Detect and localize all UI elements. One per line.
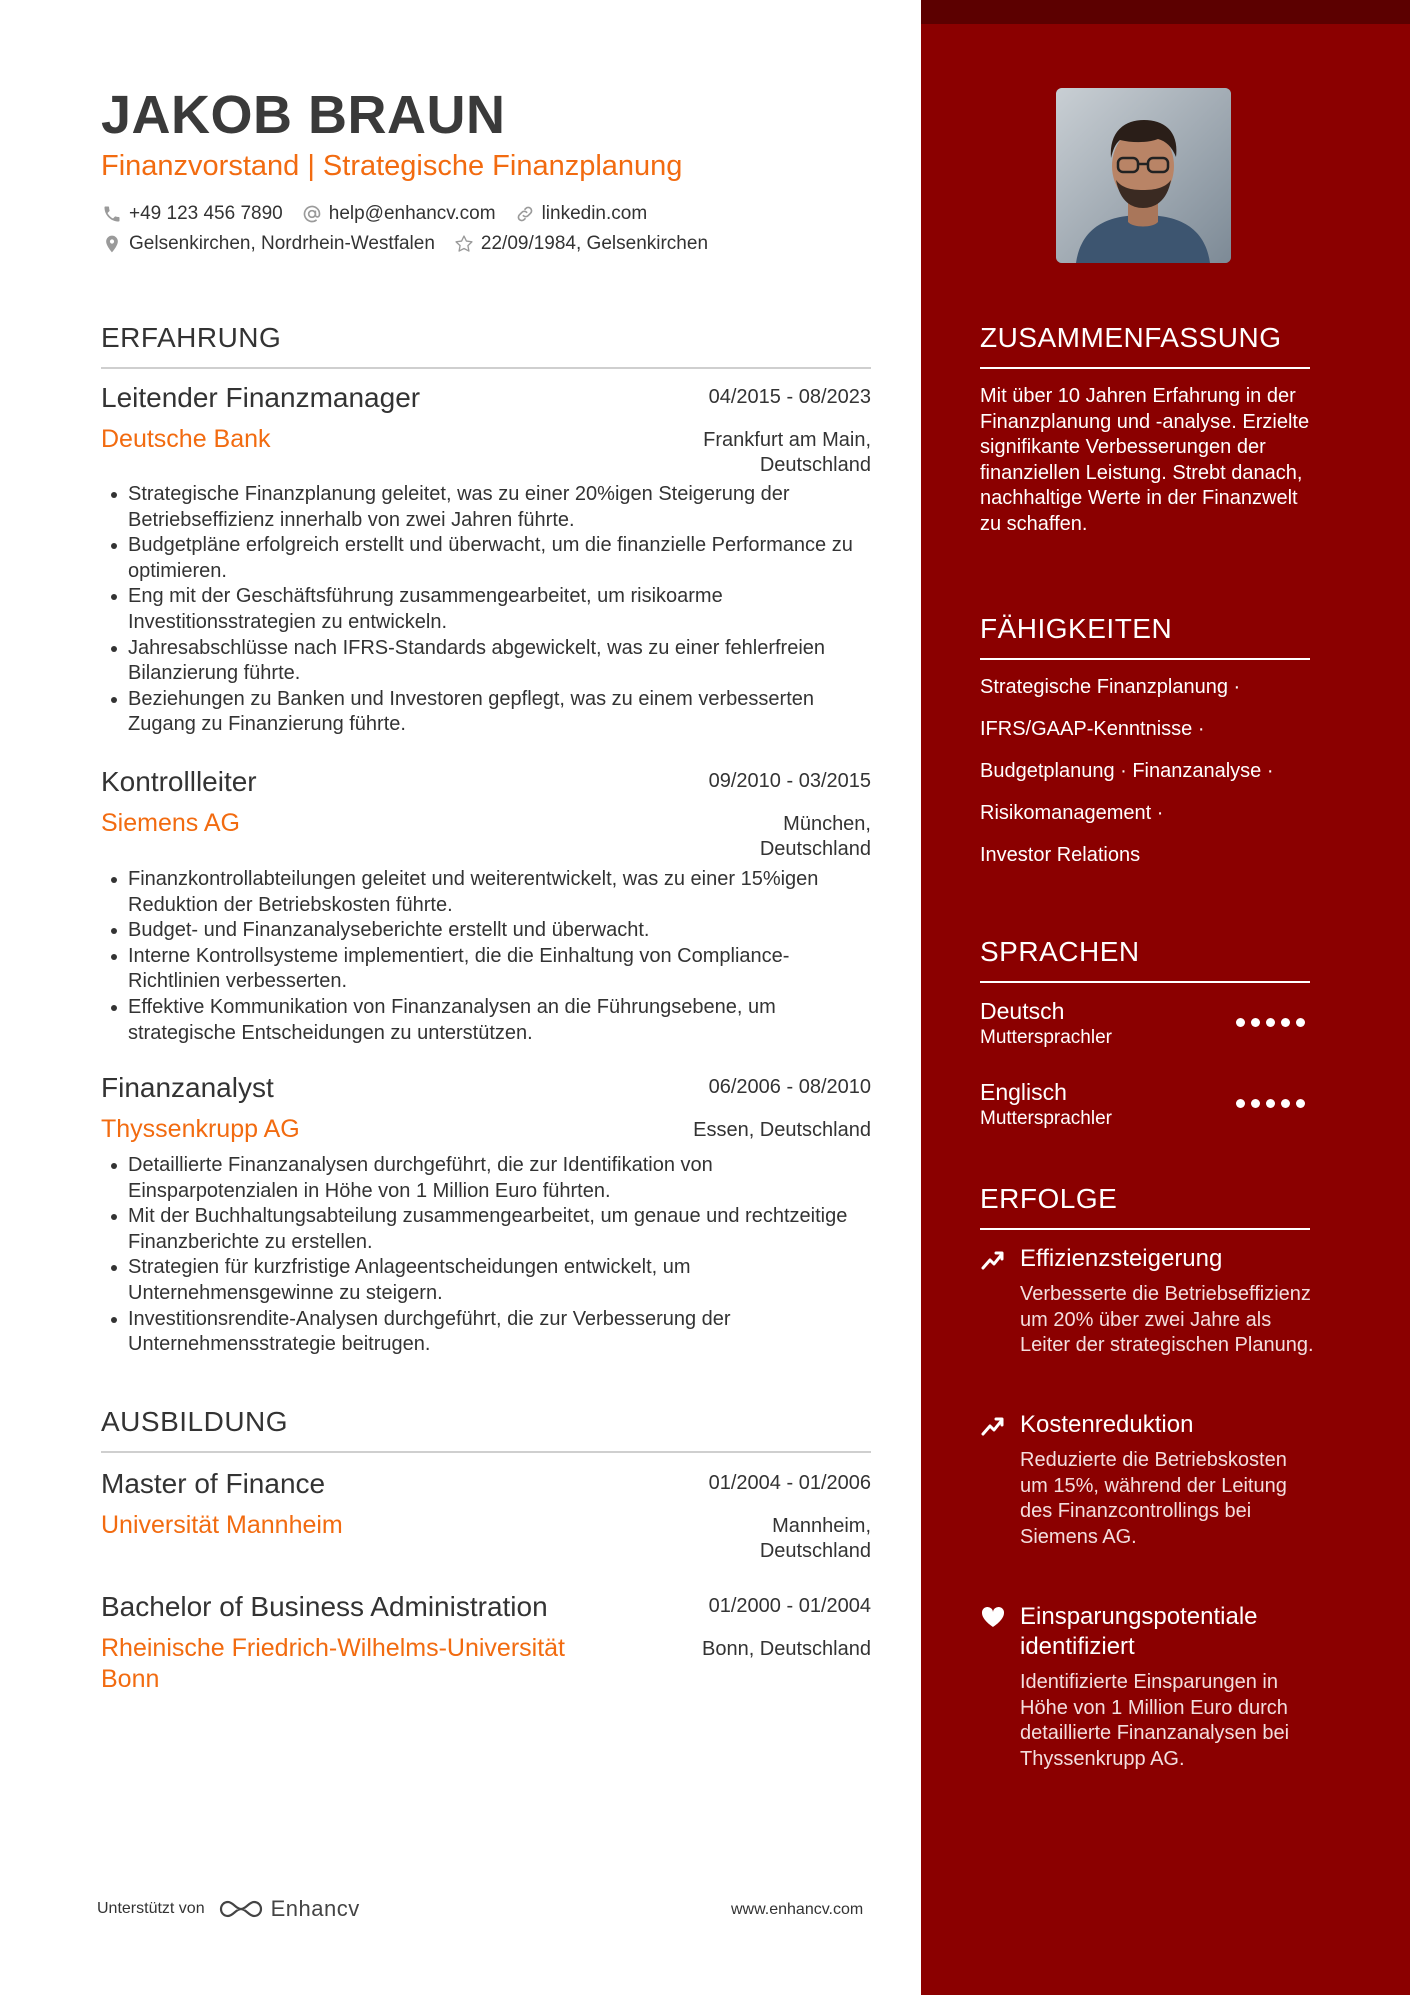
experience-entry-2 <box>101 766 871 1056</box>
skill-row: Strategische Finanzplanung · <box>980 676 1241 698</box>
sidebar <box>921 0 1410 1995</box>
bullet-item: Budget- und Finanzanalyseberichte erstellt und überwacht. <box>128 918 871 944</box>
phone-icon <box>101 203 123 225</box>
heart-icon <box>980 1604 1006 1630</box>
skill-row: Budgetplanung · Finanzanalyse · <box>980 760 1274 782</box>
bullet-item: Strategien für kurzfristige Anlageentscheidungen entwickelt, um Unternehmensgewinne zu steigern. <box>128 1255 871 1306</box>
contact-location <box>101 233 435 255</box>
job-dates: 04/2015 - 08/2023 <box>708 386 871 408</box>
profile-photo <box>1056 88 1231 263</box>
proficiency-dot <box>1296 1018 1305 1027</box>
achievements-divider <box>980 1228 1310 1230</box>
bullet-item: Mit der Buchhaltungsabteilung zusammengearbeitet, um genaue und rechtzeitige Finanzberichte zu erstellen. <box>128 1204 871 1255</box>
enhancv-brand-text: Enhancv <box>270 1896 360 1921</box>
bullet-item: Strategische Finanzplanung geleitet, was zu einer 20%igen Steigerung der Betriebseffizienz innerhalb von zwei Jahren führte. <box>128 482 871 533</box>
education-entry-1 <box>101 1468 871 1568</box>
skills-heading: FÄHIGKEITEN <box>980 613 1173 644</box>
skill-row: Investor Relations <box>980 844 1141 866</box>
footer-powered-by <box>97 1896 360 1922</box>
phone-text: +49 123 456 7890 <box>129 203 283 224</box>
school-name[interactable]: Universität Mannheim <box>101 1511 343 1539</box>
contact-phone[interactable] <box>101 203 283 225</box>
education-location-line: Mannheim, <box>772 1515 871 1537</box>
job-title: Kontrollleiter <box>101 766 257 797</box>
bullet-item: Interne Kontrollsysteme implementiert, die die Einhaltung von Compliance-Richtlinien verbesserten. <box>128 944 871 995</box>
proficiency-dot <box>1296 1099 1305 1108</box>
proficiency-dot <box>1236 1099 1245 1108</box>
job-location-line: Frankfurt am Main, <box>703 429 871 451</box>
link-icon <box>514 203 536 225</box>
education-divider <box>101 1451 871 1453</box>
proficiency-dot <box>1266 1099 1275 1108</box>
proficiency-dot <box>1266 1018 1275 1027</box>
enhancv-logo-icon <box>217 1897 265 1921</box>
chart-trend-icon <box>980 1413 1006 1439</box>
job-title: Leitender Finanzmanager <box>101 382 421 413</box>
summary-heading: ZUSAMMENFASSUNG <box>980 322 1282 353</box>
profile-photo-image <box>1056 88 1231 263</box>
footer-website[interactable]: www.enhancv.com <box>731 1901 864 1918</box>
chart-trend-icon <box>980 1247 1006 1273</box>
contact-row-2 <box>101 233 726 255</box>
bullet-item: Effektive Kommunikation von Finanzanalysen an die Führungsebene, um strategische Entscheidungen zu unterstützen. <box>128 995 871 1046</box>
sidebar-top-bar <box>921 0 1410 24</box>
skill-row: Risikomanagement · <box>980 802 1164 824</box>
language-name: Deutsch <box>980 998 1065 1024</box>
summary-text: Mit über 10 Jahren Erfahrung in der Finanzplanung und -analyse. Erzielte signifikante Verbesserungen der finanziellen Leistung. Strebt danach, nachhaltige Werte in der Finanzwelt zu schaffen. <box>980 385 1310 535</box>
language-level: Muttersprachler <box>980 1108 1112 1129</box>
education-dates: 01/2004 - 01/2006 <box>708 1472 871 1494</box>
languages-divider <box>980 981 1310 983</box>
summary-divider <box>980 367 1310 369</box>
school-name-line: Rheinische Friedrich-Wilhelms-Universität <box>101 1634 566 1662</box>
achievement-title-line: Einsparungspotentiale <box>1020 1603 1258 1630</box>
language-proficiency-dots <box>1236 1018 1311 1027</box>
proficiency-dot <box>1236 1018 1245 1027</box>
email-text: help@enhancv.com <box>328 203 496 224</box>
achievement-title: Effizienzsteigerung <box>1020 1245 1223 1272</box>
achievement-description: Verbesserte die Betriebseffizienz um 20% über zwei Jahre als Leiter der strategischen Planung. <box>1020 1283 1314 1357</box>
degree-title: Bachelor of Business Administration <box>101 1591 548 1622</box>
contact-linkedin[interactable] <box>514 203 648 225</box>
degree-title: Master of Finance <box>101 1468 326 1499</box>
school-name[interactable] <box>101 1633 565 1695</box>
contact-row-1 <box>101 203 665 225</box>
proficiency-dot <box>1281 1099 1290 1108</box>
bullet-item: Jahresabschlüsse nach IFRS-Standards abgewickelt, was zu einer fehlerfreien Bilanzierung führte. <box>128 636 871 687</box>
language-name: Englisch <box>980 1079 1067 1105</box>
star-icon <box>453 233 475 255</box>
job-location <box>693 1118 871 1143</box>
job-dates: 06/2006 - 08/2010 <box>708 1076 871 1098</box>
candidate-name: JAKOB BRAUN <box>101 85 506 145</box>
experience-heading: ERFAHRUNG <box>101 322 282 353</box>
achievement-description: Identifizierte Einsparungen in Höhe von 1 Million Euro durch detaillierte Finanzanalysen bei Thyssenkrupp AG. <box>1020 1671 1290 1770</box>
achievement-title-line: identifiziert <box>1020 1633 1135 1660</box>
education-location <box>702 1637 871 1662</box>
proficiency-dot <box>1281 1018 1290 1027</box>
experience-entry-3 <box>101 1072 871 1372</box>
achievement-title: Kostenreduktion <box>1020 1411 1194 1438</box>
skill-row: IFRS/GAAP-Kenntnisse · <box>980 718 1205 740</box>
education-heading: AUSBILDUNG <box>101 1406 289 1437</box>
bullet-item: Budgetpläne erfolgreich erstellt und überwacht, um die finanzielle Performance zu optimieren. <box>128 533 871 584</box>
enhancv-logo[interactable] <box>217 1896 360 1922</box>
education-location-line: Deutschland <box>759 1540 871 1562</box>
bullet-item: Beziehungen zu Banken und Investoren gepflegt, was zu einem verbesserten Zugang zu Finanzierung führte. <box>128 687 871 738</box>
job-location-line: München, <box>783 813 871 835</box>
education-location-line: Bonn, Deutschland <box>701 1638 871 1660</box>
languages-heading: SPRACHEN <box>980 936 1140 967</box>
school-name-line: Bonn <box>101 1665 160 1693</box>
job-bullets <box>128 482 871 738</box>
job-location <box>703 428 871 478</box>
job-location <box>760 812 871 862</box>
contact-birth <box>453 233 708 255</box>
company-name[interactable]: Deutsche Bank <box>101 425 271 453</box>
experience-divider <box>101 367 871 369</box>
job-bullets <box>128 867 871 1046</box>
job-dates: 09/2010 - 03/2015 <box>708 770 871 792</box>
location-text: Gelsenkirchen, Nordrhein-Westfalen <box>129 233 435 254</box>
skills-divider <box>980 658 1310 660</box>
education-location <box>760 1514 871 1564</box>
bullet-item: Finanzkontrollabteilungen geleitet und weiterentwickelt, was zu einer 15%igen Reduktion der Betriebskosten führte. <box>128 867 871 918</box>
powered-by-text: Unterstützt von <box>97 1900 205 1917</box>
achievement-description: Reduzierte die Betriebskosten um 15%, während der Leitung des Finanzcontrollings bei Siemens AG. <box>1020 1449 1287 1548</box>
proficiency-dot <box>1251 1099 1260 1108</box>
at-icon <box>301 203 323 225</box>
education-dates: 01/2000 - 01/2004 <box>708 1595 871 1617</box>
bullet-item: Investitionsrendite-Analysen durchgeführt, die zur Verbesserung der Unternehmensstrategie beitrugen. <box>128 1307 871 1358</box>
achievement-title <box>1020 1602 1320 1662</box>
job-bullets <box>128 1153 871 1358</box>
proficiency-dot <box>1251 1018 1260 1027</box>
job-location-line: Deutschland <box>759 454 871 476</box>
language-proficiency-dots <box>1236 1099 1311 1108</box>
bullet-item: Eng mit der Geschäftsführung zusammengearbeitet, um risikoarme Investitionsstrategien zu entwickeln. <box>128 584 871 635</box>
company-name[interactable]: Thyssenkrupp AG <box>101 1115 300 1143</box>
language-level: Muttersprachler <box>980 1027 1112 1048</box>
job-title: Finanzanalyst <box>101 1072 274 1103</box>
achievements-heading: ERFOLGE <box>980 1183 1118 1214</box>
job-location-line: Essen, Deutschland <box>693 1119 871 1141</box>
candidate-subtitle: Finanzvorstand | Strategische Finanzplanung <box>101 150 683 182</box>
job-location-line: Deutschland <box>759 838 871 860</box>
company-name[interactable]: Siemens AG <box>101 809 240 837</box>
birth-text: 22/09/1984, Gelsenkirchen <box>480 233 709 254</box>
bullet-item: Detaillierte Finanzanalysen durchgeführt, die zur Identifikation von Einsparpotenzialen in Höhe von 1 Million Euro führten. <box>128 1153 871 1204</box>
linkedin-text: linkedin.com <box>541 203 648 224</box>
contact-email[interactable] <box>301 203 496 225</box>
experience-entry-1 <box>101 382 871 742</box>
location-pin-icon <box>101 233 123 255</box>
education-entry-2 <box>101 1591 871 1701</box>
